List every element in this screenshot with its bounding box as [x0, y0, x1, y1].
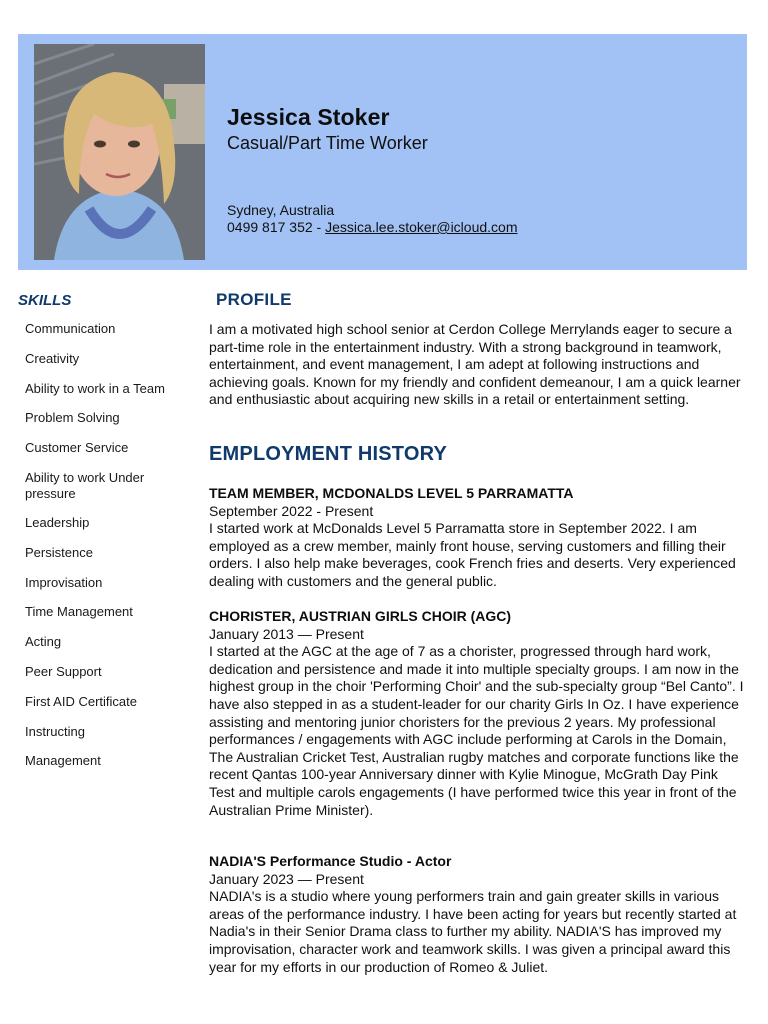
- skill-item: Leadership: [25, 514, 90, 530]
- candidate-name: Jessica Stoker: [227, 104, 390, 130]
- job-entry-title: NADIA'S Performance Studio - Actor: [209, 853, 452, 869]
- skills-heading: SKILLS: [18, 292, 72, 309]
- skill-item: Peer Support: [25, 663, 102, 679]
- job-entry-dates: September 2022 - Present: [209, 502, 374, 519]
- skill-item: Ability to work in a Team: [25, 380, 165, 396]
- profile-heading: PROFILE: [216, 290, 292, 309]
- skill-item: Ability to work Under pressure: [25, 469, 145, 501]
- job-entry-dates: January 2023 — Present: [209, 870, 364, 887]
- job-entry-description: NADIA's is a studio where young performers train and gain greater skills in various areas of the performance industry. I have been acting for years but recently started at Nadia's in their Senior Drama class to further my ability. NADIA'S has improved my improvisation, character work and teamwork skills. I was given a principal award this year for my efforts in our production of Romeo & Juliet.: [209, 888, 737, 975]
- job-entry: [209, 853, 744, 976]
- skill-item: Time Management: [25, 604, 133, 620]
- skill-item: Management: [25, 753, 101, 769]
- profile-photo-image: [34, 44, 205, 260]
- job-entry-description: I started at the AGC at the age of 7 as a chorister, progressed through hard work, dedication and persistence and made it into multiple specialty groups. I am now in the highest group in the choir 'Performing Choir' and the sub-specialty group “Bel Canto”. I have also stepped in as a student-leader for our charity Girls In Oz. I have experience assisting and mentoring junior choristers for the previous 2 years. My professional performances / engagements with AGC include performing at Carols in the Domain, The Australian Cricket Test, Australian rugby matches and corporate functions like the recent Qantas 100-year Anniversary dinner with Kylie Minogue, McGrath Day Pink Test and multiple carols engagements (I have performed twice this year in front of the Australian Prime Minister).: [209, 643, 744, 818]
- candidate-job-title: Casual/Part Time Worker: [227, 133, 428, 153]
- candidate-location: Sydney, Australia: [227, 202, 335, 218]
- job-entry-description: I started work at McDonalds Level 5 Parramatta store in September 2022. I am employed as a crew member, mainly front house, serving customers and filling their orders. I also help make beverages, cook French fries and deserts. Very experienced dealing with customers and the general public.: [209, 520, 736, 589]
- skill-item: First AID Certificate: [25, 693, 137, 709]
- phone-number: 0499 817 352: [227, 219, 313, 235]
- skill-item: Customer Service: [25, 440, 129, 456]
- job-entry-dates: January 2013 — Present: [209, 625, 364, 642]
- skill-item: Acting: [25, 634, 62, 650]
- job-entry: [209, 485, 744, 591]
- contact-line: [227, 219, 518, 235]
- skill-item: Persistence: [25, 544, 93, 560]
- email-link[interactable]: Jessica.lee.stoker@icloud.com: [325, 219, 518, 235]
- contact-separator: -: [312, 219, 326, 235]
- job-entry: [209, 608, 744, 819]
- skill-item: Creativity: [25, 350, 80, 366]
- skill-item: Problem Solving: [25, 410, 120, 426]
- skill-item: Improvisation: [25, 574, 103, 590]
- resume-header: [18, 34, 747, 270]
- profile-photo: [34, 44, 205, 260]
- profile-text: I am a motivated high school senior at Cerdon College Merrylands eager to secure a part-time role in the entertainment industry. With a strong background in teamwork, entertainment, and event management, I am adept at following instructions and achieving goals. Known for my friendly and confident demeanour, I am a quick learner and enthusiastic about acquiring new skills in a retail or entertainment setting.: [209, 321, 741, 408]
- skill-item: Instructing: [25, 723, 85, 739]
- skills-list: [25, 321, 185, 783]
- skill-item: Communication: [25, 321, 116, 336]
- job-entry-title: TEAM MEMBER, MCDONALDS LEVEL 5 PARRAMATTA: [209, 485, 574, 501]
- job-entry-title: CHORISTER, AUSTRIAN GIRLS CHOIR (AGC): [209, 608, 512, 624]
- employment-heading: EMPLOYMENT HISTORY: [209, 443, 448, 465]
